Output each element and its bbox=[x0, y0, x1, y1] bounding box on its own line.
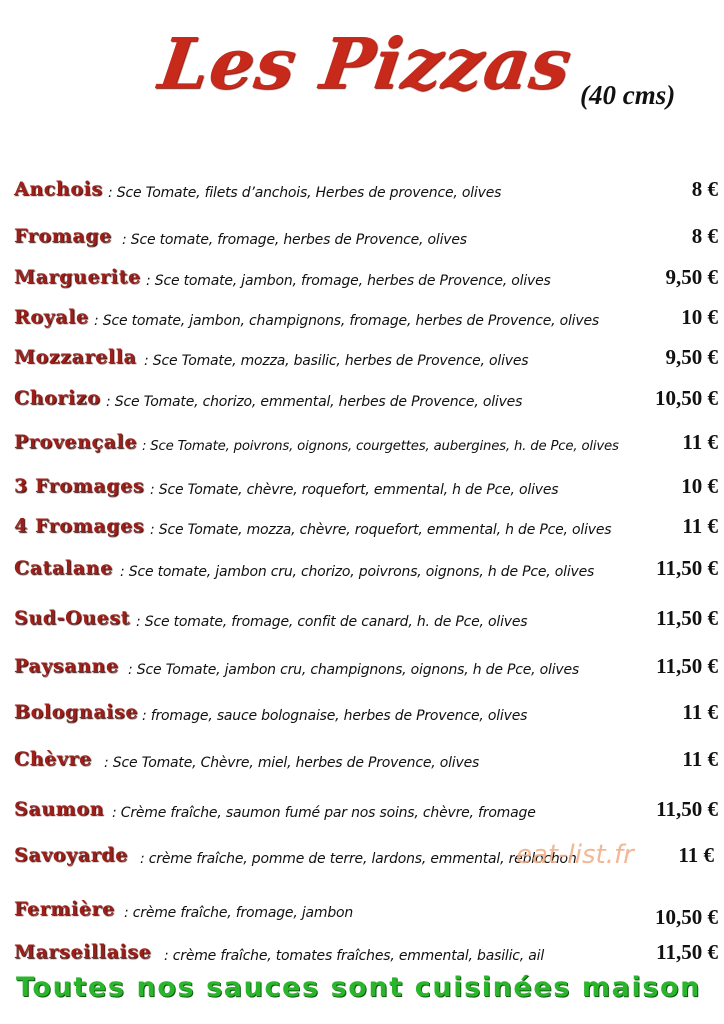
page-title: Les Pizzas bbox=[154, 22, 577, 105]
pizza-size-note: (40 cms) bbox=[580, 80, 676, 110]
pizza-ingredients: : Sce Tomate, Chèvre, miel, herbes de Provence, olives bbox=[104, 755, 480, 771]
pizza-ingredients: : crème fraîche, pomme de terre, lardons, emmental, reblochon bbox=[140, 851, 577, 867]
pizza-ingredients: : fromage, sauce bolognaise, herbes de Provence, olives bbox=[142, 708, 528, 724]
pizza-price: 9,50 € bbox=[665, 265, 718, 289]
menu-item bbox=[14, 933, 724, 967]
menu-item bbox=[14, 599, 724, 633]
menu-item bbox=[14, 507, 724, 541]
pizza-price: 11 € bbox=[678, 843, 714, 867]
pizza-price: 11 € bbox=[682, 700, 718, 724]
pizza-name: Chorizo bbox=[14, 387, 101, 409]
menu-item bbox=[14, 338, 724, 372]
pizza-ingredients: : Sce tomate, jambon, champignons, fromage, herbes de Provence, olives bbox=[94, 313, 599, 329]
pizza-name: Bolognaise bbox=[14, 701, 139, 723]
pizza-ingredients: : Crème fraîche, saumon fumé par nos soins, chèvre, fromage bbox=[112, 805, 536, 821]
pizza-ingredients: : Sce tomate, jambon, fromage, herbes de Provence, olives bbox=[146, 273, 551, 289]
pizza-price: 11,50 € bbox=[656, 797, 718, 821]
pizza-ingredients: : crème fraîche, fromage, jambon bbox=[124, 905, 354, 921]
menu-item bbox=[14, 549, 724, 583]
pizza-price: 10,50 € bbox=[655, 905, 718, 929]
pizza-name: Royale bbox=[14, 306, 89, 328]
pizza-name: Provençale bbox=[14, 431, 138, 453]
menu-item bbox=[14, 170, 724, 204]
pizza-ingredients: : Sce Tomate, mozza, chèvre, roquefort, emmental, h de Pce, olives bbox=[150, 522, 612, 538]
pizza-name: Chèvre bbox=[14, 748, 92, 770]
pizza-price: 11,50 € bbox=[656, 940, 718, 964]
pizza-name: Paysanne bbox=[14, 655, 119, 677]
pizza-name: Sud-Ouest bbox=[14, 607, 131, 629]
site-watermark: eat-list.fr bbox=[516, 840, 634, 870]
pizza-price: 11,50 € bbox=[656, 654, 718, 678]
pizza-price: 9,50 € bbox=[665, 345, 718, 369]
pizza-price: 11,50 € bbox=[656, 556, 718, 580]
pizza-name: Marseillaise bbox=[14, 941, 152, 963]
pizza-ingredients: : Sce tomate, jambon cru, chorizo, poivrons, oignons, h de Pce, olives bbox=[120, 564, 595, 580]
menu-item bbox=[14, 740, 724, 774]
pizza-ingredients: : Sce Tomate, mozza, basilic, herbes de Provence, olives bbox=[144, 353, 529, 369]
pizza-ingredients: : Sce tomate, fromage, confit de canard, h. de Pce, olives bbox=[136, 614, 528, 630]
menu-item bbox=[14, 647, 724, 681]
menu-item bbox=[14, 467, 724, 501]
pizza-ingredients: : Sce tomate, fromage, herbes de Provence, olives bbox=[122, 232, 467, 248]
pizza-name: Anchois bbox=[14, 178, 103, 200]
menu-item bbox=[14, 379, 724, 413]
pizza-price: 11 € bbox=[682, 430, 718, 454]
pizza-name: 4 Fromages bbox=[14, 515, 145, 537]
pizza-price: 10,50 € bbox=[655, 386, 718, 410]
pizza-price: 8 € bbox=[691, 224, 718, 248]
pizza-ingredients: : Sce Tomate, chorizo, emmental, herbes de Provence, olives bbox=[106, 394, 523, 410]
pizza-price: 10 € bbox=[681, 474, 718, 498]
pizza-price: 8 € bbox=[691, 177, 718, 201]
pizza-name: Fromage bbox=[14, 225, 112, 247]
pizza-ingredients: : crème fraîche, tomates fraîches, emmental, basilic, ail bbox=[164, 948, 545, 964]
menu-item bbox=[14, 298, 724, 332]
pizza-name: Savoyarde bbox=[14, 844, 128, 866]
menu-item bbox=[14, 423, 724, 457]
pizza-ingredients: : Sce Tomate, poivrons, oignons, courgettes, aubergines, h. de Pce, olives bbox=[142, 439, 619, 454]
pizza-name: Mozzarella bbox=[14, 346, 137, 368]
pizza-price: 11 € bbox=[682, 514, 718, 538]
pizza-ingredients: : Sce Tomate, jambon cru, champignons, oignons, h de Pce, olives bbox=[128, 662, 579, 678]
menu-item bbox=[14, 217, 724, 251]
pizza-name: Fermière bbox=[14, 898, 115, 920]
pizza-name: Catalane bbox=[14, 557, 113, 579]
pizza-price: 11,50 € bbox=[656, 606, 718, 630]
menu-item bbox=[14, 890, 724, 929]
menu-item bbox=[14, 258, 724, 292]
pizza-name: 3 Fromages bbox=[14, 475, 145, 497]
pizza-price: 10 € bbox=[681, 305, 718, 329]
menu-item bbox=[14, 693, 724, 727]
pizza-ingredients: : Sce Tomate, chèvre, roquefort, emmental, h de Pce, olives bbox=[150, 482, 559, 498]
menu-item bbox=[14, 790, 724, 824]
pizza-ingredients: : Sce Tomate, filets d’anchois, Herbes de provence, olives bbox=[108, 185, 502, 201]
footer-note: Toutes nos sauces sont cuisinées maison bbox=[16, 972, 701, 1003]
menu-header bbox=[0, 0, 724, 150]
pizza-name: Saumon bbox=[14, 798, 105, 820]
pizza-price: 11 € bbox=[682, 747, 718, 771]
pizza-name: Marguerite bbox=[14, 266, 141, 288]
